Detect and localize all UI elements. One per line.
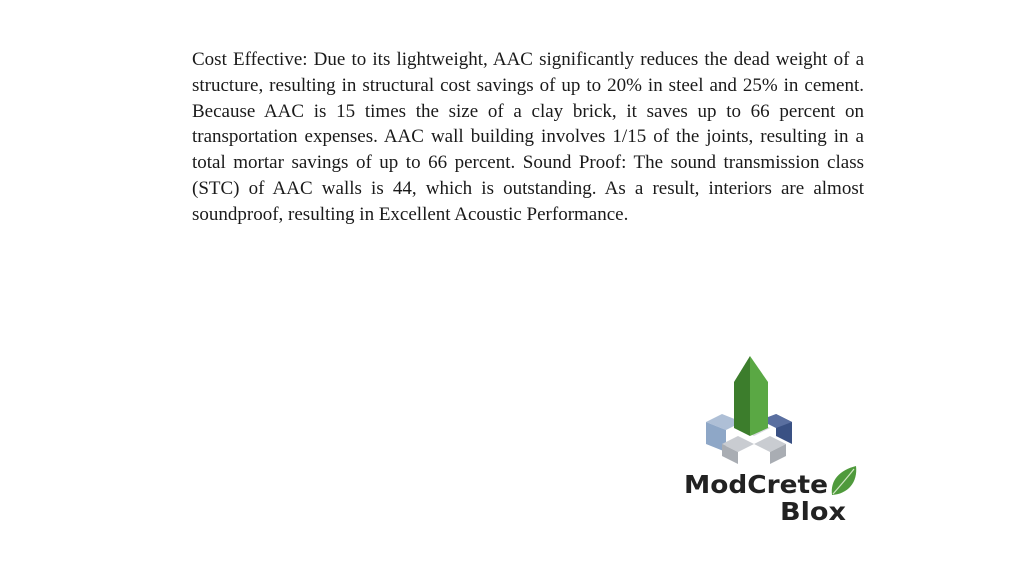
modcrete-blox-logo	[680, 352, 870, 528]
body-paragraph: Cost Effective: Due to its lightweight, AAC significantly reduces the dead weight of a structure, resulting in structural cost savings of up to 20% in steel and 25% in cement. Because AAC is 15 times the size of a clay brick, it saves up to 66 percent on transportation expenses. AAC wall building involves 1/15 of the joints, resulting in a total mortar savings of up to 66 percent. Sound Proof: The sound transmission class (STC) of AAC walls is 44, which is outstanding. As a result, interiors are almost soundproof, resulting in Excellent Acoustic Performance.	[192, 49, 864, 225]
leaf-icon	[832, 466, 857, 495]
logo-word-2: Blox	[780, 497, 846, 526]
logo-graphic	[680, 352, 870, 528]
logo-word-1: ModCrete	[684, 470, 828, 499]
building-blocks-icon	[706, 356, 792, 464]
